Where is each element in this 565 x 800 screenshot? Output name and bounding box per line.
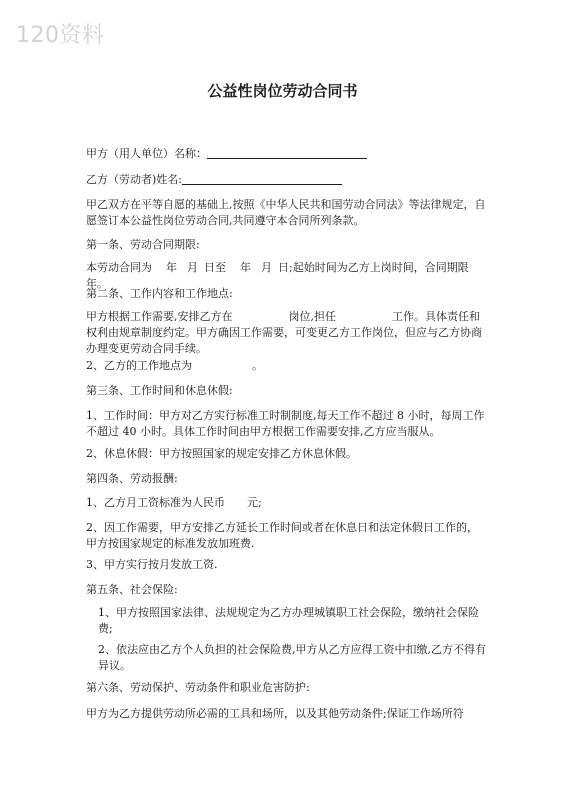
article-5-title: 第五条、社会保险:	[86, 583, 178, 596]
term-year-1: 年	[166, 261, 177, 274]
location-text-b: 。	[252, 359, 263, 372]
term-month-1: 月	[187, 261, 198, 274]
post-text-a: 甲方根据工作需要,安排乙方在	[86, 310, 233, 323]
term-month-2: 月	[261, 261, 272, 274]
article-3-para-2: 2、休息休假：甲方按照国家的规定安排乙方休息休假。	[86, 447, 357, 460]
article-2-title: 第二条、工作内容和工作地点:	[86, 287, 233, 300]
article-4-title: 第四条、劳动报酬:	[86, 472, 178, 485]
party-a-name-field[interactable]	[207, 146, 367, 159]
article-2-para-2	[86, 358, 486, 374]
article-2-para-1	[86, 309, 486, 357]
term-text-a: 本劳动合同为	[86, 261, 152, 274]
salary-text-a: 1、乙方月工资标准为人民币	[86, 496, 225, 509]
party-a-line	[86, 146, 486, 162]
term-year-2: 年	[240, 261, 251, 274]
article-5-para-2: 2、依法应由乙方个人负担的社会保险费,甲方从乙方应得工资中扣缴,乙方不得有异议。	[98, 643, 486, 672]
article-3-para-1: 1、工作时间：甲方对乙方实行标准工时制制度,每天工作不超过 8 小时，每周工作不超过 40 小时。具体工作时间由甲方根据工作需要安排,乙方应当服从。	[86, 409, 485, 438]
article-3-title: 第三条、工作时间和休息休假:	[86, 384, 233, 397]
term-text-g: 日;起始时间为乙方上岗时间，合同期限年。	[86, 261, 469, 290]
article-6-para-1: 甲方为乙方提供劳动所必需的工具和场所，以及其他劳动条件;保证工作场所符	[86, 707, 464, 720]
article-6-title: 第六条、劳动保护、劳动条件和职业危害防护:	[86, 681, 310, 694]
party-b-label: 乙方（劳动者)姓名:	[86, 173, 182, 186]
party-b-line	[86, 172, 486, 188]
article-5-para-1: 1、甲方按照国家法律、法规规定为乙方办理城镇职工社会保险，缴纳社会保险费;	[98, 606, 479, 635]
article-4-para-3: 3、甲方实行按月发放工资.	[86, 558, 218, 571]
party-b-name-field[interactable]	[182, 172, 342, 185]
salary-text-b: 元;	[247, 496, 262, 509]
watermark-logo: 120资料	[16, 23, 105, 48]
document-title: 公益性岗位劳动合同书	[207, 82, 358, 100]
post-text-b: 岗位,担任	[288, 310, 336, 323]
article-4-para-2: 2、因工作需要，甲方安排乙方延长工作时间或者在休息日和法定休假日工作的，甲方按国家规定的标准发放加班费.	[86, 521, 478, 550]
term-day-1: 日至	[204, 261, 226, 274]
location-text-a: 2、乙方的工作地点为	[86, 359, 192, 372]
article-4-para-1	[86, 495, 486, 511]
preamble: 甲乙双方在平等自愿的基础上,按照《中华人民共和国劳动合同法》等法律规定，自愿签订本公益性岗位劳动合同,共同遵守本合同所列条款。	[86, 198, 486, 227]
post-text-c: 工作。具体责任和权利由规章制度约定。甲方确因工作需要，可变更乙方工作岗位，但应与乙方协商办理变更劳动合同手续。	[86, 310, 482, 355]
article-1-title: 第一条、劳动合同期限:	[86, 238, 200, 251]
party-a-label: 甲方（用人单位）名称：	[86, 147, 207, 160]
